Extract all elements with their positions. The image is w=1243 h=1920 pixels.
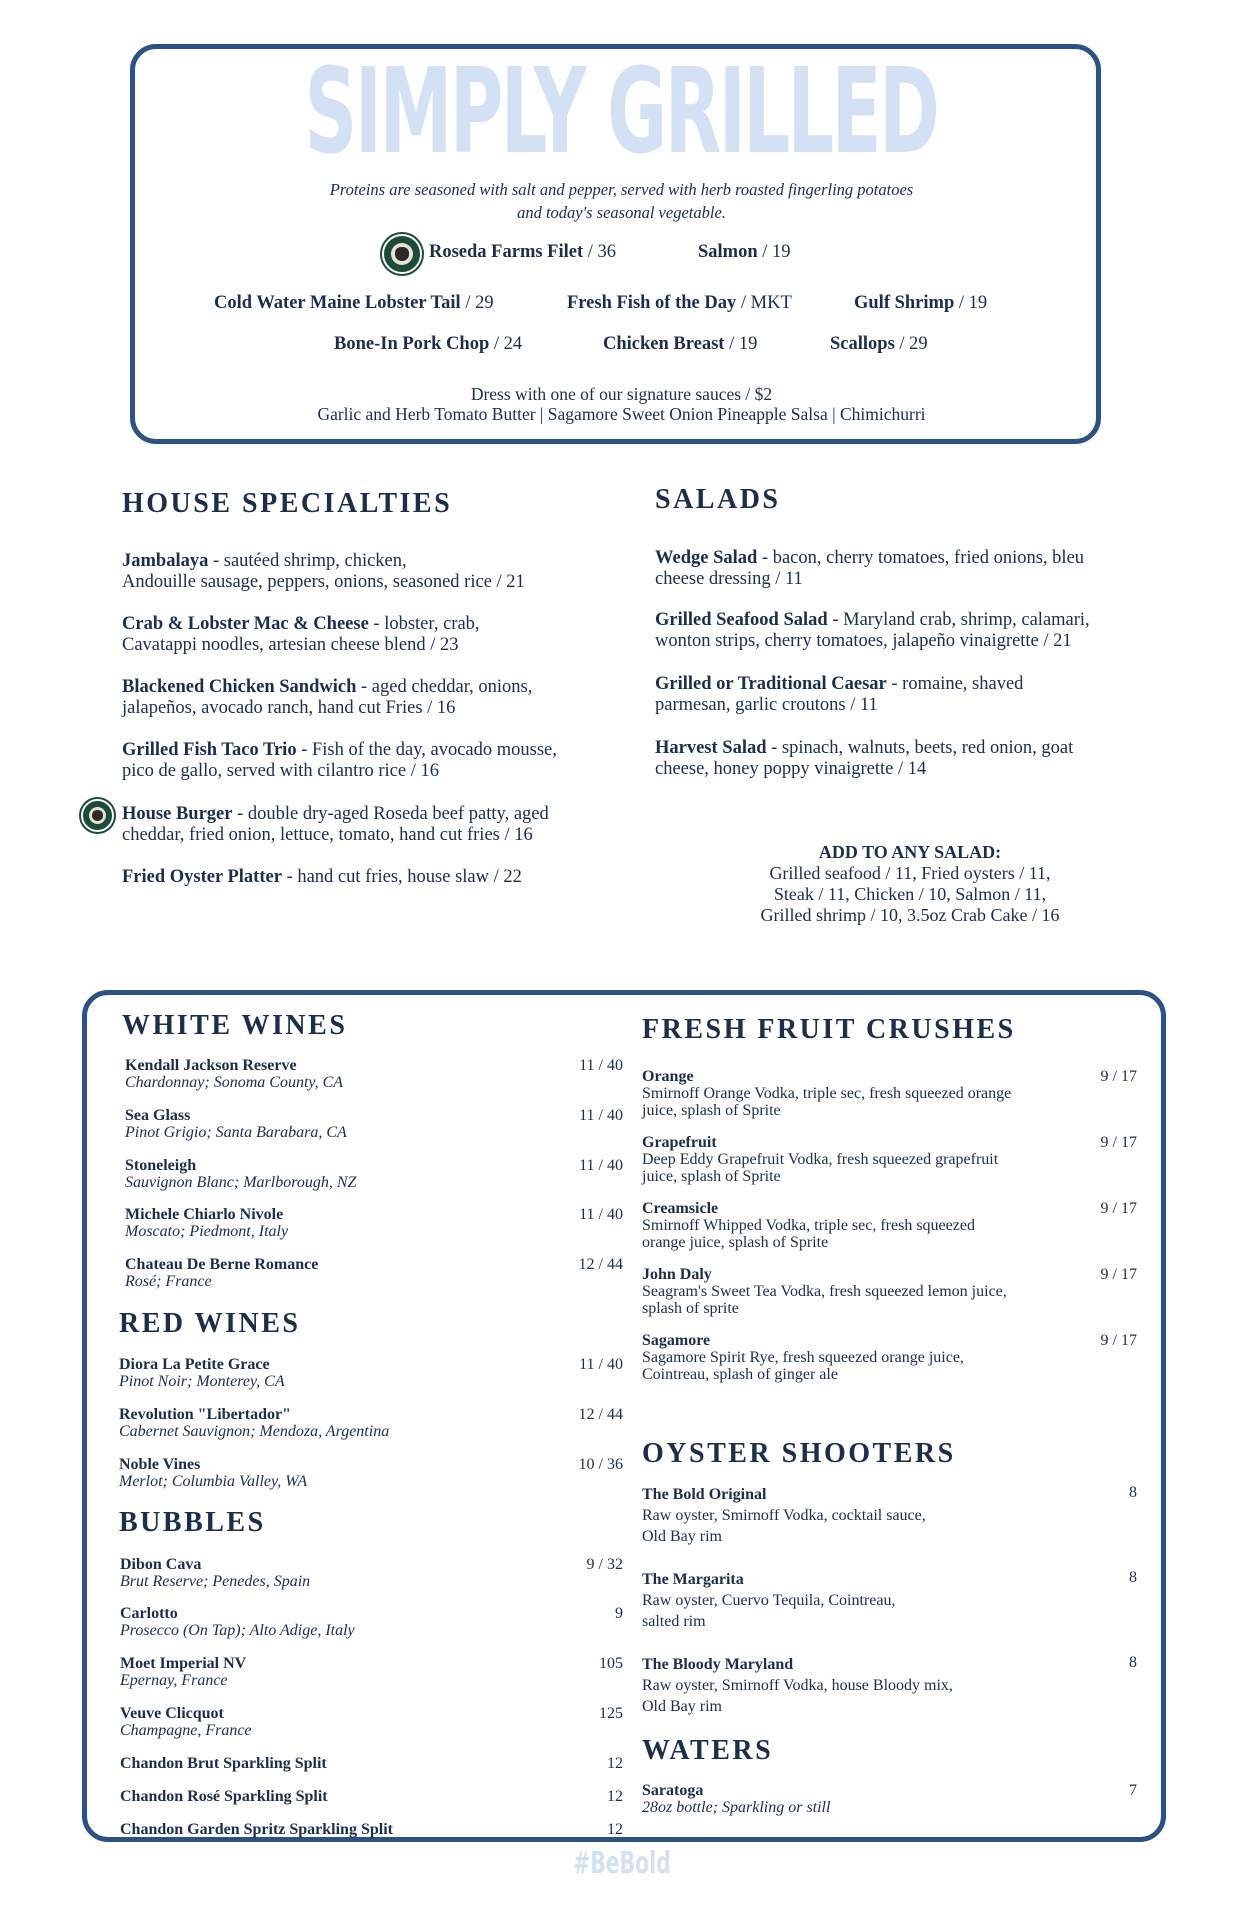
house-item: Fried Oyster Platter - hand cut fries, house slaw / 22 — [122, 867, 522, 887]
water-item: Saratoga 28oz bottle; Sparkling or still — [642, 1782, 831, 1816]
grilled-item: Salmon / 19 — [698, 242, 791, 262]
wine-price: 12 / 44 — [578, 1256, 623, 1273]
addon-line: Steak / 11, Chicken / 10, Salmon / 11, — [773, 884, 1047, 904]
salads-heading: SALADS — [655, 484, 781, 515]
shooter-price: 8 — [1129, 1484, 1137, 1501]
shooter-price: 8 — [1129, 1654, 1137, 1671]
salad-item: Grilled or Traditional Caesar - romaine, shaved parmesan, garlic croutons / 11 — [655, 674, 1024, 715]
addon-title: ADD TO ANY SALAD: — [818, 842, 1002, 862]
house-specialties-heading: HOUSE SPECIALTIES — [122, 488, 453, 519]
crush-price: 9 / 17 — [1100, 1266, 1137, 1283]
wine-price: 11 / 40 — [579, 1356, 623, 1373]
sauce-line-2: Garlic and Herb Tomato Butter | Sagamore Sweet Onion Pineapple Salsa | Chimichurri — [317, 404, 926, 424]
shooter-item: The Bloody Maryland Raw oyster, Smirnoff Vodka, house Bloody mix, Old Bay rim — [642, 1656, 953, 1715]
page-title: SIMPLY GRILLED — [304, 42, 938, 180]
crush-price: 9 / 17 — [1100, 1134, 1137, 1151]
wine-item: Noble Vines Merlot; Columbia Valley, WA — [119, 1456, 308, 1490]
shooter-price: 8 — [1129, 1569, 1137, 1586]
crush-price: 9 / 17 — [1100, 1332, 1137, 1349]
sauce-line-1: Dress with one of our signature sauces / $2 — [470, 384, 773, 404]
grilled-item: Gulf Shrimp / 19 — [854, 293, 988, 313]
grilled-item: Scallops / 29 — [830, 334, 928, 354]
wine-item: Kendall Jackson Reserve Chardonnay; Sonoma County, CA — [125, 1057, 344, 1091]
wine-price: 11 / 40 — [579, 1107, 623, 1124]
wine-item: Michele Chiarlo Nivole Moscato; Piedmont, Italy — [125, 1206, 289, 1240]
wine-price: 11 / 40 — [579, 1157, 623, 1174]
bubbles-heading: BUBBLES — [119, 1507, 266, 1538]
wine-item: Chateau De Berne Romance Rosé; France — [125, 1256, 319, 1290]
crush-price: 9 / 17 — [1100, 1200, 1137, 1217]
wine-price: 9 — [615, 1605, 623, 1622]
house-item: Grilled Fish Taco Trio - Fish of the day, avocado mousse, pico de gallo, served with cilantro rice / 16 — [122, 740, 557, 781]
salad-addon — [660, 842, 1160, 926]
shooter-item: The Margarita Raw oyster, Cuervo Tequila, Cointreau, salted rim — [642, 1571, 896, 1630]
crush-item: Creamsicle Smirnoff Whipped Vodka, triple sec, fresh squeezed orange juice, splash of Sprite — [642, 1200, 975, 1251]
wine-price: 12 — [607, 1788, 623, 1805]
white-wines-heading: WHITE WINES — [122, 1010, 348, 1041]
grilled-item: Chicken Breast / 19 — [603, 334, 758, 354]
grilled-intro-line-1: Proteins are seasoned with salt and pepper, served with herb roasted fingerling potatoes — [329, 180, 914, 199]
shooter-item: The Bold Original Raw oyster, Smirnoff Vodka, cocktail sauce, Old Bay rim — [642, 1486, 926, 1545]
grilled-item: Fresh Fish of the Day / MKT — [567, 293, 792, 313]
house-item: Jambalaya - sautéed shrimp, chicken, Andouille sausage, peppers, onions, seasoned rice / 21 — [122, 551, 525, 592]
salad-item: Harvest Salad - spinach, walnuts, beets, red onion, goat cheese, honey poppy vinaigrette / 14 — [655, 738, 1074, 779]
crush-item: John Daly Seagram's Sweet Tea Vodka, fresh squeezed lemon juice, splash of sprite — [642, 1266, 1007, 1317]
oyster-shooters-heading: OYSTER SHOOTERS — [642, 1438, 956, 1469]
crush-price: 9 / 17 — [1100, 1068, 1137, 1085]
wine-price: 11 / 40 — [579, 1057, 623, 1074]
wine-item: Dibon Cava Brut Reserve; Penedes, Spain — [120, 1556, 311, 1590]
house-item: Crab & Lobster Mac & Cheese - lobster, crab, Cavatappi noodles, artesian cheese blend / 23 — [122, 614, 480, 655]
wine-item: Carlotto Prosecco (On Tap); Alto Adige, Italy — [120, 1605, 355, 1639]
crush-item: Grapefruit Deep Eddy Grapefruit Vodka, fresh squeezed grapefruit juice, splash of Sprite — [642, 1134, 999, 1185]
addon-line: Grilled shrimp / 10, 3.5oz Crab Cake / 16 — [760, 905, 1060, 925]
wine-item: Chandon Brut Sparkling Split — [120, 1755, 327, 1772]
wine-item: Veuve Clicquot Champagne, France — [120, 1705, 252, 1739]
grilled-item: Bone-In Pork Chop / 24 — [334, 334, 523, 354]
wine-price: 12 / 44 — [578, 1406, 623, 1423]
wine-item: Stoneleigh Sauvignon Blanc; Marlborough, NZ — [125, 1157, 357, 1191]
wine-price: 125 — [599, 1705, 623, 1722]
crush-item: Orange Smirnoff Orange Vodka, triple sec, fresh squeezed orange juice, splash of Sprite — [642, 1068, 1012, 1119]
wine-item: Chandon Rosé Sparkling Split — [120, 1788, 328, 1805]
grilled-intro-line-2: and today's seasonal vegetable. — [517, 203, 726, 222]
wine-item: Chandon Garden Spritz Sparkling Split — [120, 1821, 393, 1838]
wine-price: 9 / 32 — [586, 1556, 623, 1573]
roseda-farm-logo-icon — [81, 799, 114, 832]
grilled-item: Cold Water Maine Lobster Tail / 29 — [214, 293, 494, 313]
wine-item: Sea Glass Pinot Grigio; Santa Barabara, CA — [125, 1107, 347, 1141]
grilled-item: Roseda Farms Filet / 36 — [429, 242, 617, 262]
waters-heading: WATERS — [642, 1735, 774, 1766]
wine-item: Diora La Petite Grace Pinot Noir; Monterey, CA — [119, 1356, 285, 1390]
crushes-heading: FRESH FRUIT CRUSHES — [642, 1014, 1016, 1045]
crush-item: Sagamore Sagamore Spirit Rye, fresh squeezed orange juice, Cointreau, splash of ginger ale — [642, 1332, 964, 1383]
roseda-farm-logo-icon — [382, 234, 422, 274]
house-item: Blackened Chicken Sandwich - aged cheddar, onions, jalapeños, avocado ranch, hand cut Fries / 16 — [122, 677, 533, 718]
salad-item: Grilled Seafood Salad - Maryland crab, shrimp, calamari, wonton strips, cherry tomatoes, jalapeño vinaigrette / 21 — [655, 610, 1090, 651]
addon-line: Grilled seafood / 11, Fried oysters / 11, — [769, 863, 1051, 883]
salad-item: Wedge Salad - bacon, cherry tomatoes, fried onions, bleu cheese dressing / 11 — [655, 548, 1085, 589]
wine-price: 105 — [599, 1655, 623, 1672]
wine-price: 10 / 36 — [578, 1456, 623, 1473]
water-price: 7 — [1129, 1782, 1137, 1799]
wine-price: 11 / 40 — [579, 1206, 623, 1223]
house-item: House Burger - double dry-aged Roseda beef patty, aged cheddar, fried onion, lettuce, tomato, hand cut fries / 16 — [122, 804, 549, 845]
red-wines-heading: RED WINES — [119, 1308, 301, 1339]
wine-price: 12 — [607, 1755, 623, 1772]
wine-item: Moet Imperial NV Epernay, France — [120, 1655, 247, 1689]
wine-price: 12 — [607, 1821, 623, 1838]
footer-hashtag: #BeBold — [573, 1846, 671, 1881]
wine-item: Revolution "Libertador" Cabernet Sauvignon; Mendoza, Argentina — [119, 1406, 390, 1440]
